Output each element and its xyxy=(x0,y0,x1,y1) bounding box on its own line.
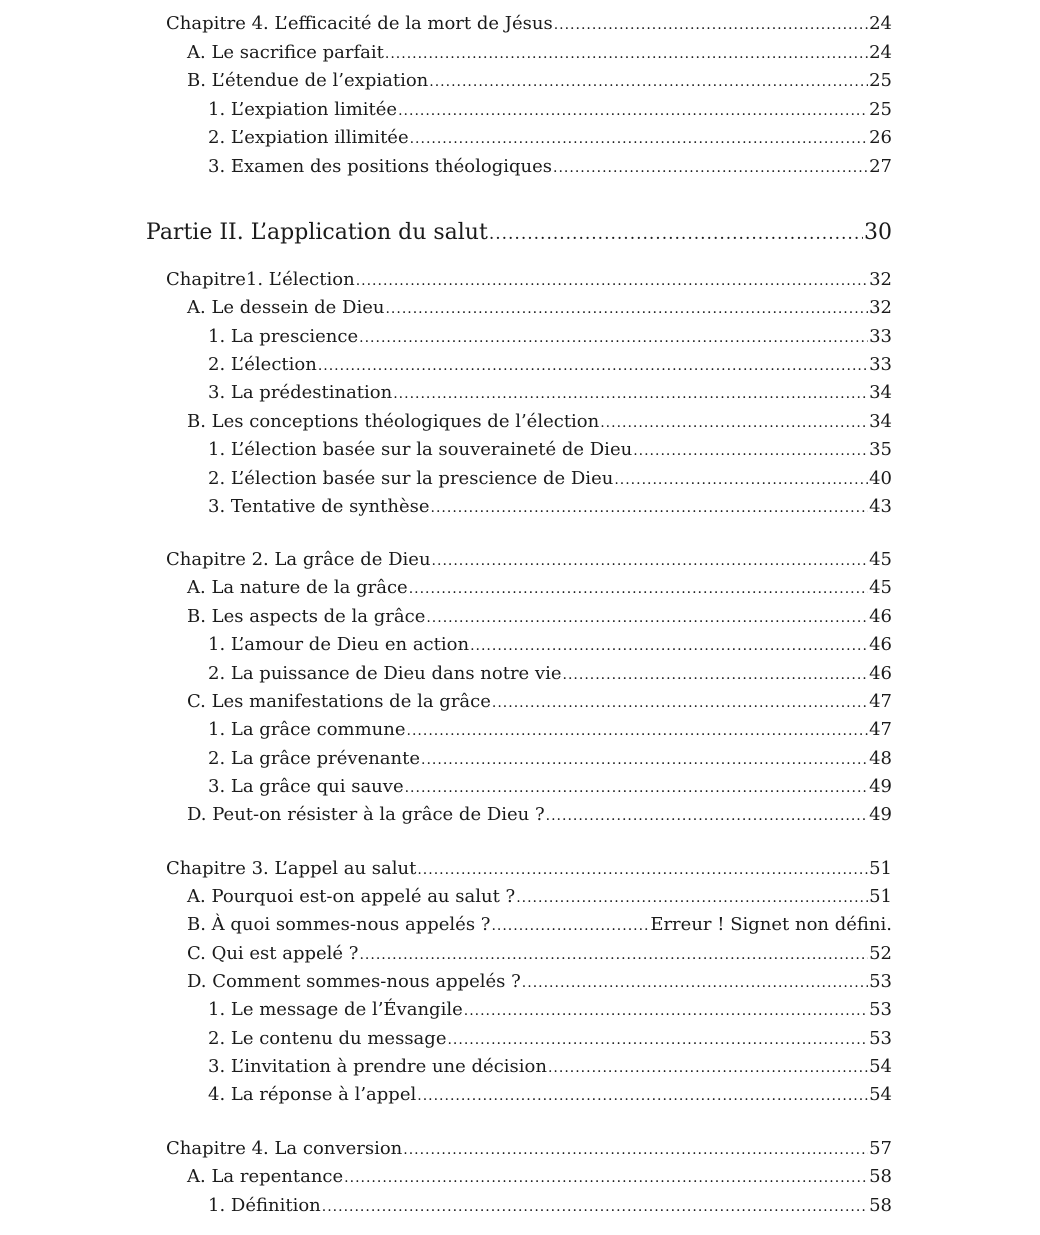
dot-leader xyxy=(546,804,868,828)
toc-entry[interactable] xyxy=(166,1137,892,1161)
toc-entry-page: 24 xyxy=(869,13,892,34)
toc-entry[interactable] xyxy=(166,268,892,292)
toc-entry-title: A. La repentance xyxy=(187,1166,344,1187)
dot-leader xyxy=(417,858,868,882)
toc-entry-title: 1. La grâce commune xyxy=(208,719,406,740)
toc-entry-page: 57 xyxy=(869,1138,892,1159)
dot-leader xyxy=(489,220,863,248)
toc-entry-page: 49 xyxy=(869,776,892,797)
toc-entry-page: 45 xyxy=(869,549,892,570)
toc-entry[interactable] xyxy=(146,219,892,247)
toc-entry-title: Chapitre 3. L’appel au salut xyxy=(166,858,417,879)
toc-entry[interactable] xyxy=(187,803,892,827)
toc-entry-page: 49 xyxy=(869,804,892,825)
toc-entry[interactable] xyxy=(187,885,892,909)
dot-leader xyxy=(492,691,868,715)
dot-leader xyxy=(385,42,868,66)
toc-entry-title: 2. L’élection xyxy=(208,354,317,375)
toc-entry-page: 58 xyxy=(869,1195,892,1216)
dot-leader xyxy=(553,156,868,180)
toc-entry-title: C. Qui est appelé ? xyxy=(187,943,359,964)
toc-entry[interactable] xyxy=(187,942,892,966)
dot-leader xyxy=(426,606,868,630)
toc-entry-page: 52 xyxy=(869,943,892,964)
dot-leader xyxy=(614,468,868,492)
dot-leader xyxy=(359,943,868,967)
toc-entry-title: A. Le dessein de Dieu xyxy=(187,297,385,318)
toc-entry-title: 3. Tentative de synthèse xyxy=(208,496,430,517)
toc-entry[interactable] xyxy=(208,718,892,742)
toc-entry-title: 3. Examen des positions théologiques xyxy=(208,156,553,177)
toc-entry-title: 2. La puissance de Dieu dans notre vie xyxy=(208,663,562,684)
dot-leader xyxy=(432,549,869,573)
toc-entry-title: Chapitre 2. La grâce de Dieu xyxy=(166,549,431,570)
toc-entry-title: 1. L’expiation limitée xyxy=(208,99,398,120)
toc-entry-page: 53 xyxy=(869,1028,892,1049)
toc-entry[interactable] xyxy=(187,296,892,320)
toc-entry[interactable] xyxy=(208,126,892,150)
toc-entry-title: A. La nature de la grâce xyxy=(187,577,408,598)
toc-entry[interactable] xyxy=(187,913,892,937)
dot-leader xyxy=(409,577,868,601)
dot-leader xyxy=(600,411,868,435)
toc-entry-page: 30 xyxy=(864,220,892,245)
toc-entry[interactable] xyxy=(208,325,892,349)
dot-leader xyxy=(356,269,868,293)
toc-entry-page: 25 xyxy=(869,70,892,91)
toc-entry-page: 32 xyxy=(869,269,892,290)
toc-entry-page: 34 xyxy=(869,411,892,432)
toc-entry-page: 35 xyxy=(869,439,892,460)
toc-entry-page: 58 xyxy=(869,1166,892,1187)
toc-entry-title: B. Les conceptions théologiques de l’élection xyxy=(187,411,600,432)
toc-entry[interactable] xyxy=(208,467,892,491)
toc-entry[interactable] xyxy=(208,998,892,1022)
toc-entry[interactable] xyxy=(208,747,892,771)
toc-entry-title: 2. La grâce prévenante xyxy=(208,748,421,769)
toc-entry[interactable] xyxy=(187,605,892,629)
dot-leader xyxy=(322,1195,868,1219)
toc-entry-title: 1. La prescience xyxy=(208,326,359,347)
toc-entry[interactable] xyxy=(187,69,892,93)
toc-entry[interactable] xyxy=(208,495,892,519)
toc-entry-page: 33 xyxy=(869,326,892,347)
toc-entry[interactable] xyxy=(187,576,892,600)
toc-entry-title: D. Comment sommes-nous appelés ? xyxy=(187,971,521,992)
toc-entry-page: 40 xyxy=(869,468,892,489)
toc-entry-title: B. L’étendue de l’expiation xyxy=(187,70,429,91)
toc-entry[interactable] xyxy=(166,548,892,572)
toc-entry[interactable] xyxy=(208,98,892,122)
toc-entry-page: 46 xyxy=(869,634,892,655)
toc-entry-page: Erreur ! Signet non défini. xyxy=(650,914,892,935)
dot-leader xyxy=(554,13,868,37)
toc-entry-title: D. Peut-on résister à la grâce de Dieu ? xyxy=(187,804,545,825)
toc-entry[interactable] xyxy=(208,775,892,799)
dot-leader xyxy=(417,1084,868,1108)
toc-entry-page: 51 xyxy=(869,858,892,879)
toc-entry-page: 24 xyxy=(869,42,892,63)
toc-entry-title: 1. L’élection basée sur la souveraineté de Dieu xyxy=(208,439,633,460)
dot-leader xyxy=(464,999,868,1023)
toc-entry-title: 4. La réponse à l’appel xyxy=(208,1084,417,1105)
toc-entry-page: 43 xyxy=(869,496,892,517)
toc-entry[interactable] xyxy=(166,857,892,881)
toc-entry-page: 48 xyxy=(869,748,892,769)
toc-entry[interactable] xyxy=(187,1165,892,1189)
toc-entry-page: 47 xyxy=(869,719,892,740)
dot-leader xyxy=(522,971,868,995)
toc-entry-title: 2. L’expiation illimitée xyxy=(208,127,409,148)
toc-entry[interactable] xyxy=(187,41,892,65)
dot-leader xyxy=(447,1028,868,1052)
toc-entry-title: 1. Le message de l’Évangile xyxy=(208,999,463,1020)
toc-entry-title: C. Les manifestations de la grâce xyxy=(187,691,491,712)
toc-entry-title: A. Le sacrifice parfait xyxy=(187,42,384,63)
toc-entry-title: 2. Le contenu du message xyxy=(208,1028,447,1049)
toc-entry-page: 27 xyxy=(869,156,892,177)
toc-entry-page: 46 xyxy=(869,606,892,627)
toc-entry-title: Chapitre1. L’élection xyxy=(166,269,355,290)
toc-entry-page: 32 xyxy=(869,297,892,318)
toc-entry[interactable] xyxy=(208,1083,892,1107)
dot-leader xyxy=(405,776,869,800)
dot-leader xyxy=(407,719,869,743)
dot-leader xyxy=(385,297,868,321)
toc-entry-title: Chapitre 4. La conversion xyxy=(166,1138,403,1159)
dot-leader xyxy=(421,748,868,772)
dot-leader xyxy=(548,1056,868,1080)
toc-entry[interactable] xyxy=(208,155,892,179)
dot-leader xyxy=(431,496,869,520)
dot-leader xyxy=(359,326,868,350)
toc-entry-page: 34 xyxy=(869,382,892,403)
toc-entry-title: 1. L’amour de Dieu en action xyxy=(208,634,470,655)
toc-entry[interactable] xyxy=(187,690,892,714)
toc-entry[interactable] xyxy=(208,1194,892,1218)
toc-entry[interactable] xyxy=(187,410,892,434)
toc-entry[interactable] xyxy=(208,438,892,462)
toc-entry-page: 26 xyxy=(869,127,892,148)
dot-leader xyxy=(393,382,868,406)
dot-leader xyxy=(403,1138,868,1162)
toc-entry[interactable] xyxy=(208,633,892,657)
dot-leader xyxy=(318,354,868,378)
toc-entry-title: B. À quoi sommes-nous appelés ? xyxy=(187,914,491,935)
toc-entry-title: 1. Définition xyxy=(208,1195,321,1216)
toc-entry-page: 33 xyxy=(869,354,892,375)
toc-entry-title: 3. La prédestination xyxy=(208,382,393,403)
toc-entry-page: 51 xyxy=(869,886,892,907)
toc-entry-page: 45 xyxy=(869,577,892,598)
toc-entry-page: 25 xyxy=(869,99,892,120)
toc-entry-title: 2. L’élection basée sur la prescience de Dieu xyxy=(208,468,614,489)
toc-entry[interactable] xyxy=(208,381,892,405)
dot-leader xyxy=(470,634,868,658)
dot-leader xyxy=(344,1166,868,1190)
dot-leader xyxy=(429,70,868,94)
dot-leader xyxy=(491,914,649,938)
toc-entry-page: 46 xyxy=(869,663,892,684)
dot-leader xyxy=(563,663,869,687)
toc-entry-page: 47 xyxy=(869,691,892,712)
toc-entry[interactable] xyxy=(208,353,892,377)
toc-entry-title: 3. La grâce qui sauve xyxy=(208,776,404,797)
toc-entry[interactable] xyxy=(187,970,892,994)
dot-leader xyxy=(410,127,868,151)
dot-leader xyxy=(398,99,868,123)
toc-entry[interactable] xyxy=(208,1027,892,1051)
toc-entry[interactable] xyxy=(208,662,892,686)
dot-leader xyxy=(633,439,868,463)
toc-entry-page: 54 xyxy=(869,1056,892,1077)
toc-entry-title: A. Pourquoi est-on appelé au salut ? xyxy=(187,886,516,907)
toc-entry-title: Partie II. L’application du salut xyxy=(146,220,488,245)
dot-leader xyxy=(516,886,868,910)
toc-entry-title: Chapitre 4. L’efficacité de la mort de Jésus xyxy=(166,13,553,34)
toc-entry-title: B. Les aspects de la grâce xyxy=(187,606,426,627)
toc-entry-title: 3. L’invitation à prendre une décision xyxy=(208,1056,547,1077)
toc-entry[interactable] xyxy=(208,1055,892,1079)
toc-entry-page: 53 xyxy=(869,971,892,992)
toc-entry-page: 54 xyxy=(869,1084,892,1105)
toc-entry[interactable] xyxy=(166,12,892,36)
toc-entry-page: 53 xyxy=(869,999,892,1020)
